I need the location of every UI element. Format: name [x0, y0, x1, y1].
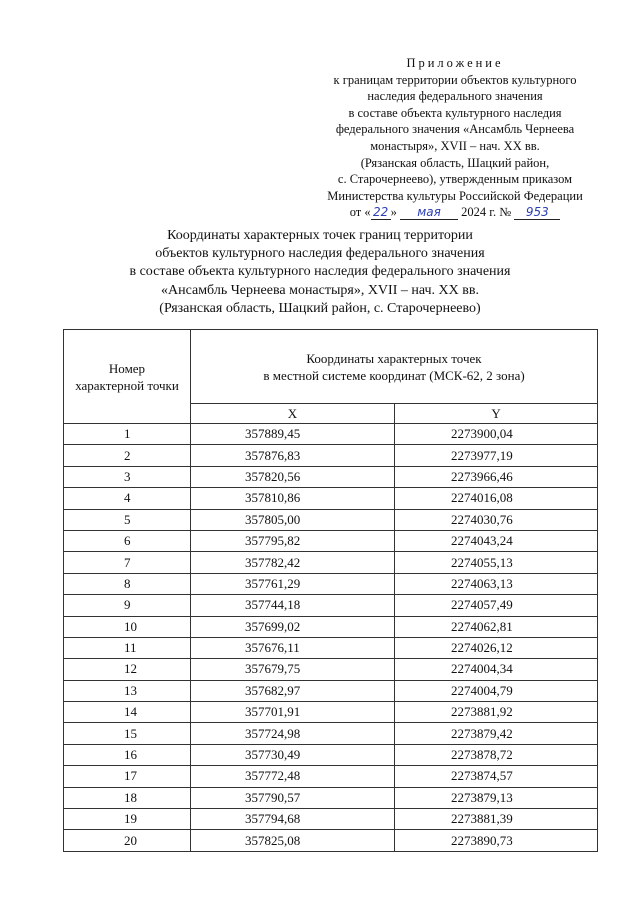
- x-coordinate-cell: 357805,00: [191, 509, 395, 530]
- table-row: [64, 830, 598, 851]
- appendix-line: в составе объекта культурного наследия: [348, 105, 562, 120]
- table-row: [64, 530, 598, 551]
- date-year-text: 2024 г. №: [461, 205, 512, 220]
- appendix-line: федерального значения «Ансамбль Чернеева: [335, 122, 575, 137]
- point-number-cell: 8: [64, 573, 191, 594]
- y-coordinate-cell: 2274057,49: [395, 595, 598, 616]
- x-coordinate-cell: 357889,45: [191, 424, 395, 445]
- y-coordinate-cell: 2273977,19: [395, 445, 598, 466]
- table-row: [64, 466, 598, 487]
- coordinates-table: [63, 329, 598, 852]
- table-body: [64, 424, 598, 852]
- point-number-cell: 12: [64, 659, 191, 680]
- point-number-cell: 17: [64, 766, 191, 787]
- y-coordinate-cell: 2274055,13: [395, 552, 598, 573]
- x-coordinate-cell: 357676,11: [191, 637, 395, 658]
- heading-line: Координаты характерных точек границ территории: [167, 228, 473, 243]
- document-heading: [60, 227, 580, 318]
- x-coordinate-cell: 357820,56: [191, 466, 395, 487]
- y-coordinate-cell: 2273874,57: [395, 766, 598, 787]
- point-number-cell: 6: [64, 530, 191, 551]
- table-row: [64, 552, 598, 573]
- coordinates-header-line1: Координаты характерных точек: [306, 350, 482, 366]
- y-coordinate-cell: 2274043,24: [395, 530, 598, 551]
- y-coordinate-cell: 2273881,92: [395, 702, 598, 723]
- point-number-cell: 13: [64, 680, 191, 701]
- point-number-cell: 9: [64, 595, 191, 616]
- point-number-header-line1: Номер: [108, 360, 146, 376]
- x-coordinate-cell: 357730,49: [191, 744, 395, 765]
- point-number-cell: 10: [64, 616, 191, 637]
- table-row: [64, 680, 598, 701]
- x-header: X: [191, 404, 395, 424]
- appendix-line: с. Старочернеево), утвержденным приказом: [337, 172, 573, 187]
- x-coordinate-cell: 357794,68: [191, 809, 395, 830]
- table-row: [64, 573, 598, 594]
- date-month-blank: [400, 206, 458, 220]
- table-row: [64, 723, 598, 744]
- point-number-cell: 19: [64, 809, 191, 830]
- table-row: [64, 424, 598, 445]
- point-number-cell: 20: [64, 830, 191, 851]
- y-coordinate-cell: 2273966,46: [395, 466, 598, 487]
- x-coordinate-cell: 357810,86: [191, 488, 395, 509]
- date-day-blank: [371, 206, 391, 220]
- y-coordinate-cell: 2274016,08: [395, 488, 598, 509]
- y-coordinate-cell: 2273881,39: [395, 809, 598, 830]
- y-coordinate-cell: 2273900,04: [395, 424, 598, 445]
- order-date-line: [300, 204, 610, 221]
- appendix-line: Министерства культуры Российской Федерации: [327, 188, 583, 203]
- x-coordinate-cell: 357744,18: [191, 595, 395, 616]
- x-coordinate-cell: 357790,57: [191, 787, 395, 808]
- table-row: [64, 595, 598, 616]
- y-coordinate-cell: 2273890,73: [395, 830, 598, 851]
- table-row: [64, 809, 598, 830]
- x-coordinate-cell: 357682,97: [191, 680, 395, 701]
- point-number-cell: 3: [64, 466, 191, 487]
- x-coordinate-cell: 357782,42: [191, 552, 395, 573]
- y-coordinate-cell: 2274062,81: [395, 616, 598, 637]
- heading-line: «Ансамбль Чернеева монастыря», XVII – нач. XX вв.: [161, 282, 479, 298]
- point-number-cell: 2: [64, 445, 191, 466]
- table-row: [64, 488, 598, 509]
- point-number-cell: 11: [64, 637, 191, 658]
- x-coordinate-cell: 357699,02: [191, 616, 395, 637]
- y-coordinate-cell: 2274004,34: [395, 659, 598, 680]
- x-coordinate-cell: 357876,83: [191, 445, 395, 466]
- heading-line: в составе объекта культурного наследия федерального значения: [129, 264, 511, 280]
- x-coordinate-cell: 357761,29: [191, 573, 395, 594]
- coordinates-header: [191, 330, 598, 404]
- x-coordinate-cell: 357795,82: [191, 530, 395, 551]
- table-row: [64, 616, 598, 637]
- date-day-close: »: [390, 205, 397, 220]
- x-coordinate-cell: 357825,08: [191, 830, 395, 851]
- date-prefix: от «: [349, 205, 371, 220]
- table-row: [64, 702, 598, 723]
- y-coordinate-cell: 2274063,13: [395, 573, 598, 594]
- point-number-header: [64, 330, 191, 424]
- appendix-block: [300, 55, 610, 221]
- y-coordinate-cell: 2274030,76: [395, 509, 598, 530]
- y-coordinate-cell: 2273879,42: [395, 723, 598, 744]
- y-coordinate-cell: 2274026,12: [395, 637, 598, 658]
- point-number-cell: 5: [64, 509, 191, 530]
- x-coordinate-cell: 357679,75: [191, 659, 395, 680]
- x-coordinate-cell: 357772,48: [191, 766, 395, 787]
- handwritten-order-number: 953: [525, 205, 549, 220]
- x-coordinate-cell: 357701,91: [191, 702, 395, 723]
- appendix-line: к границам территории объектов культурного: [333, 72, 577, 87]
- y-coordinate-cell: 2273878,72: [395, 744, 598, 765]
- point-number-cell: 18: [64, 787, 191, 808]
- table-row: [64, 766, 598, 787]
- table-row: [64, 445, 598, 466]
- point-number-cell: 4: [64, 488, 191, 509]
- handwritten-month: мая: [417, 205, 441, 220]
- appendix-line: наследия федерального значения: [367, 89, 543, 104]
- appendix-title: Приложение: [406, 56, 504, 70]
- table-row: [64, 637, 598, 658]
- table-row: [64, 659, 598, 680]
- point-number-cell: 16: [64, 744, 191, 765]
- table-row: [64, 509, 598, 530]
- y-coordinate-cell: 2273879,13: [395, 787, 598, 808]
- heading-line: (Рязанская область, Шацкий район, с. Старочернеево): [159, 300, 481, 316]
- heading-line: объектов культурного наследия федерального значения: [155, 246, 485, 262]
- y-header: Y: [395, 404, 598, 424]
- handwritten-day: 22: [373, 205, 389, 220]
- appendix-line: (Рязанская область, Шацкий район,: [360, 155, 550, 170]
- appendix-line: монастыря», XVII – нач. XX вв.: [370, 138, 540, 153]
- point-number-cell: 15: [64, 723, 191, 744]
- point-number-cell: 1: [64, 424, 191, 445]
- point-number-cell: 14: [64, 702, 191, 723]
- coordinates-header-line2: в местной системе координат (МСК-62, 2 зона): [263, 367, 525, 383]
- table-row: [64, 744, 598, 765]
- x-coordinate-cell: 357724,98: [191, 723, 395, 744]
- order-number-blank: [514, 206, 560, 220]
- point-number-header-line2: характерной точки: [75, 377, 179, 393]
- table-row: [64, 787, 598, 808]
- point-number-cell: 7: [64, 552, 191, 573]
- y-coordinate-cell: 2274004,79: [395, 680, 598, 701]
